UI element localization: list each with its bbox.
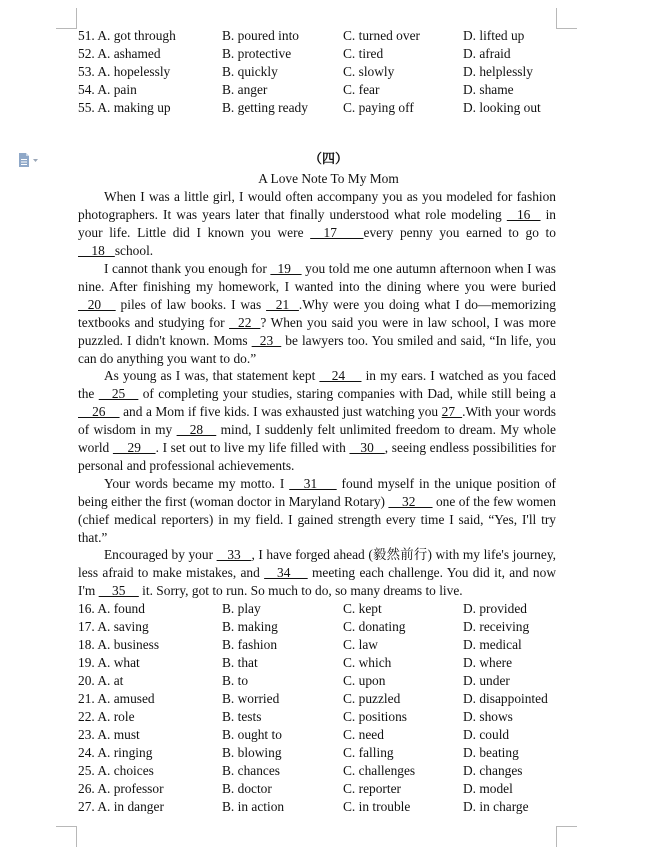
- option-row-55: [0, 99, 657, 117]
- option-a: 18. A. business: [78, 637, 160, 652]
- option-b: B. to: [222, 673, 249, 688]
- option-c: C. reporter: [343, 781, 402, 796]
- crop-mark-bottom-left: [56, 826, 77, 847]
- option-d: D. helplessly: [463, 64, 533, 79]
- option-row-27: [0, 798, 657, 816]
- option-a: 25. A. choices: [78, 763, 154, 778]
- passage-paragraph-2: I cannot thank you enough for 19 you told me one autumn afternoon when I was nine. After finishing my homework, I wanted into the dining where you were buried 20 piles of law books. I was 21 .Why were you doing what I do—memorizing textbooks and studying for 22 ? When you said you were in law school, I was more puzzled. I didn't known. Moms 23 be lawyers too. You smiled and said, “In life, you can do anything you want to do.”: [78, 261, 557, 366]
- option-c: C. law: [343, 637, 378, 652]
- blank-22: 22: [229, 315, 261, 330]
- option-c: C. donating: [343, 619, 406, 634]
- option-row-23: [0, 726, 657, 744]
- option-row-51: [0, 27, 657, 45]
- blank-23: 23: [251, 333, 282, 348]
- option-c: C. paying off: [343, 100, 414, 115]
- option-a: 51. A. got through: [78, 28, 176, 43]
- blank-35: 35: [98, 583, 139, 598]
- option-a: 27. A. in danger: [78, 799, 164, 814]
- option-b: B. that: [222, 655, 258, 670]
- option-a: 54. A. pain: [78, 82, 137, 97]
- option-b: B. play: [222, 601, 261, 616]
- passage-paragraph-1: When I was a little girl, I would often accompany you as you modeled for fashion photographers. It was years later that finally understood what role modeling 16 in your life. Little did I known you were 17 every penny you earned to go to 18 school.: [78, 189, 557, 258]
- option-d: D. under: [463, 673, 510, 688]
- option-c: C. slowly: [343, 64, 395, 79]
- option-row-25: [0, 762, 657, 780]
- option-a: 24. A. ringing: [78, 745, 153, 760]
- option-d: D. model: [463, 781, 513, 796]
- blank-28: 28: [176, 422, 217, 437]
- blank-24: 24: [319, 368, 362, 383]
- option-b: B. fashion: [222, 637, 278, 652]
- option-row-24: [0, 744, 657, 762]
- blank-17: 17: [310, 225, 364, 240]
- option-c: C. kept: [343, 601, 382, 616]
- option-b: B. quickly: [222, 64, 278, 79]
- option-b: B. tests: [222, 709, 262, 724]
- option-b: B. making: [222, 619, 278, 634]
- option-b: B. poured into: [222, 28, 299, 43]
- option-d: D. shows: [463, 709, 513, 724]
- option-d: D. could: [463, 727, 510, 742]
- option-row-19: [0, 654, 657, 672]
- option-c: C. tired: [343, 46, 384, 61]
- option-b: B. blowing: [222, 745, 282, 760]
- option-c: C. upon: [343, 673, 386, 688]
- option-c: C. which: [343, 655, 392, 670]
- blank-20: 20: [78, 297, 116, 312]
- option-b: B. worried: [222, 691, 280, 706]
- passage-paragraph-5: Encouraged by your 33 , I have forged ahead (毅然前行) with my life's journey, less afraid to make mistakes, and 34 meeting each challenge. You did it, and now I'm 35 it. Sorry, got to run. So much to do, so many dreams to live.: [78, 547, 556, 598]
- option-d: D. in charge: [463, 799, 529, 814]
- option-a: 19. A. what: [78, 655, 140, 670]
- option-row-26: [0, 780, 657, 798]
- option-d: D. beating: [463, 745, 519, 760]
- option-row-20: [0, 672, 657, 690]
- option-row-54: [0, 81, 657, 99]
- option-c: C. in trouble: [343, 799, 411, 814]
- option-d: D. receiving: [463, 619, 530, 634]
- option-d: D. disappointed: [463, 691, 548, 706]
- option-b: B. anger: [222, 82, 268, 97]
- option-b: B. ought to: [222, 727, 282, 742]
- crop-mark-bottom-right: [556, 826, 577, 847]
- option-row-16: [0, 600, 657, 618]
- option-a: 21. A. amused: [78, 691, 155, 706]
- option-row-17: [0, 618, 657, 636]
- blank-19: 19: [270, 261, 302, 276]
- option-d: D. looking out: [463, 100, 541, 115]
- blank-16: 16: [506, 207, 541, 222]
- blank-29: 29: [112, 440, 156, 455]
- blank-30: 30: [349, 440, 385, 455]
- passage-paragraph-4: Your words became my motto. I 31 found myself in the unique position of being either the first (woman doctor in Maryland Rotary) 32 one of the few women (chief medical reporters) in my field. I gained strength every time I said, “Yes, I'll try that.”: [78, 476, 556, 545]
- option-a: 22. A. role: [78, 709, 135, 724]
- option-c: C. fear: [343, 82, 380, 97]
- option-row-21: [0, 690, 657, 708]
- crop-mark-top-left: [56, 8, 77, 29]
- option-c: C. puzzled: [343, 691, 401, 706]
- option-c: C. falling: [343, 745, 394, 760]
- blank-32: 32: [388, 494, 433, 509]
- passage-title: A Love Note To My Mom: [258, 171, 399, 186]
- option-d: D. lifted up: [463, 28, 525, 43]
- option-a: 52. A. ashamed: [78, 46, 161, 61]
- option-d: D. where: [463, 655, 513, 670]
- option-b: B. protective: [222, 46, 292, 61]
- option-d: D. changes: [463, 763, 523, 778]
- option-a: 23. A. must: [78, 727, 140, 742]
- option-c: C. turned over: [343, 28, 420, 43]
- option-a: 17. A. saving: [78, 619, 149, 634]
- blank-27: 27: [441, 404, 463, 419]
- option-d: D. provided: [463, 601, 527, 616]
- option-d: D. afraid: [463, 46, 511, 61]
- option-b: B. in action: [222, 799, 285, 814]
- blank-31: 31: [289, 476, 337, 491]
- option-c: C. positions: [343, 709, 407, 724]
- blank-25: 25: [98, 386, 139, 401]
- option-a: 16. A. found: [78, 601, 145, 616]
- option-a: 26. A. professor: [78, 781, 164, 796]
- option-b: B. chances: [222, 763, 281, 778]
- option-c: C. need: [343, 727, 384, 742]
- passage-paragraph-3: As young as I was, that statement kept 24 in my ears. I watched as you faced the 25 of completing your studies, staring companies with Dad, while still being a 26 and a Mom if five kids. I was exhausted just watching you 27 .With your words of wisdom in my 28 mind, I suddenly felt unlimited freedom to dream. My whole world 29 . I set out to live my life filled with 30 , seeing endless possibilities for personal and professional achievements.: [78, 368, 557, 473]
- option-d: D. medical: [463, 637, 522, 652]
- option-b: B. getting ready: [222, 100, 308, 115]
- blank-33: 33: [216, 547, 252, 562]
- blank-21: 21: [266, 297, 299, 312]
- option-a: 53. A. hopelessly: [78, 64, 171, 79]
- blank-18: 18: [78, 243, 115, 258]
- crop-mark-top-right: [556, 8, 577, 29]
- option-a: 55. A. making up: [78, 100, 171, 115]
- option-row-52: [0, 45, 657, 63]
- blank-34: 34: [264, 565, 308, 580]
- option-row-53: [0, 63, 657, 81]
- option-row-18: [0, 636, 657, 654]
- option-a: 20. A. at: [78, 673, 124, 688]
- blank-26: 26: [78, 404, 120, 419]
- section-title: （四）: [308, 152, 348, 167]
- option-b: B. doctor: [222, 781, 272, 796]
- option-c: C. challenges: [343, 763, 416, 778]
- option-row-22: [0, 708, 657, 726]
- option-d: D. shame: [463, 82, 514, 97]
